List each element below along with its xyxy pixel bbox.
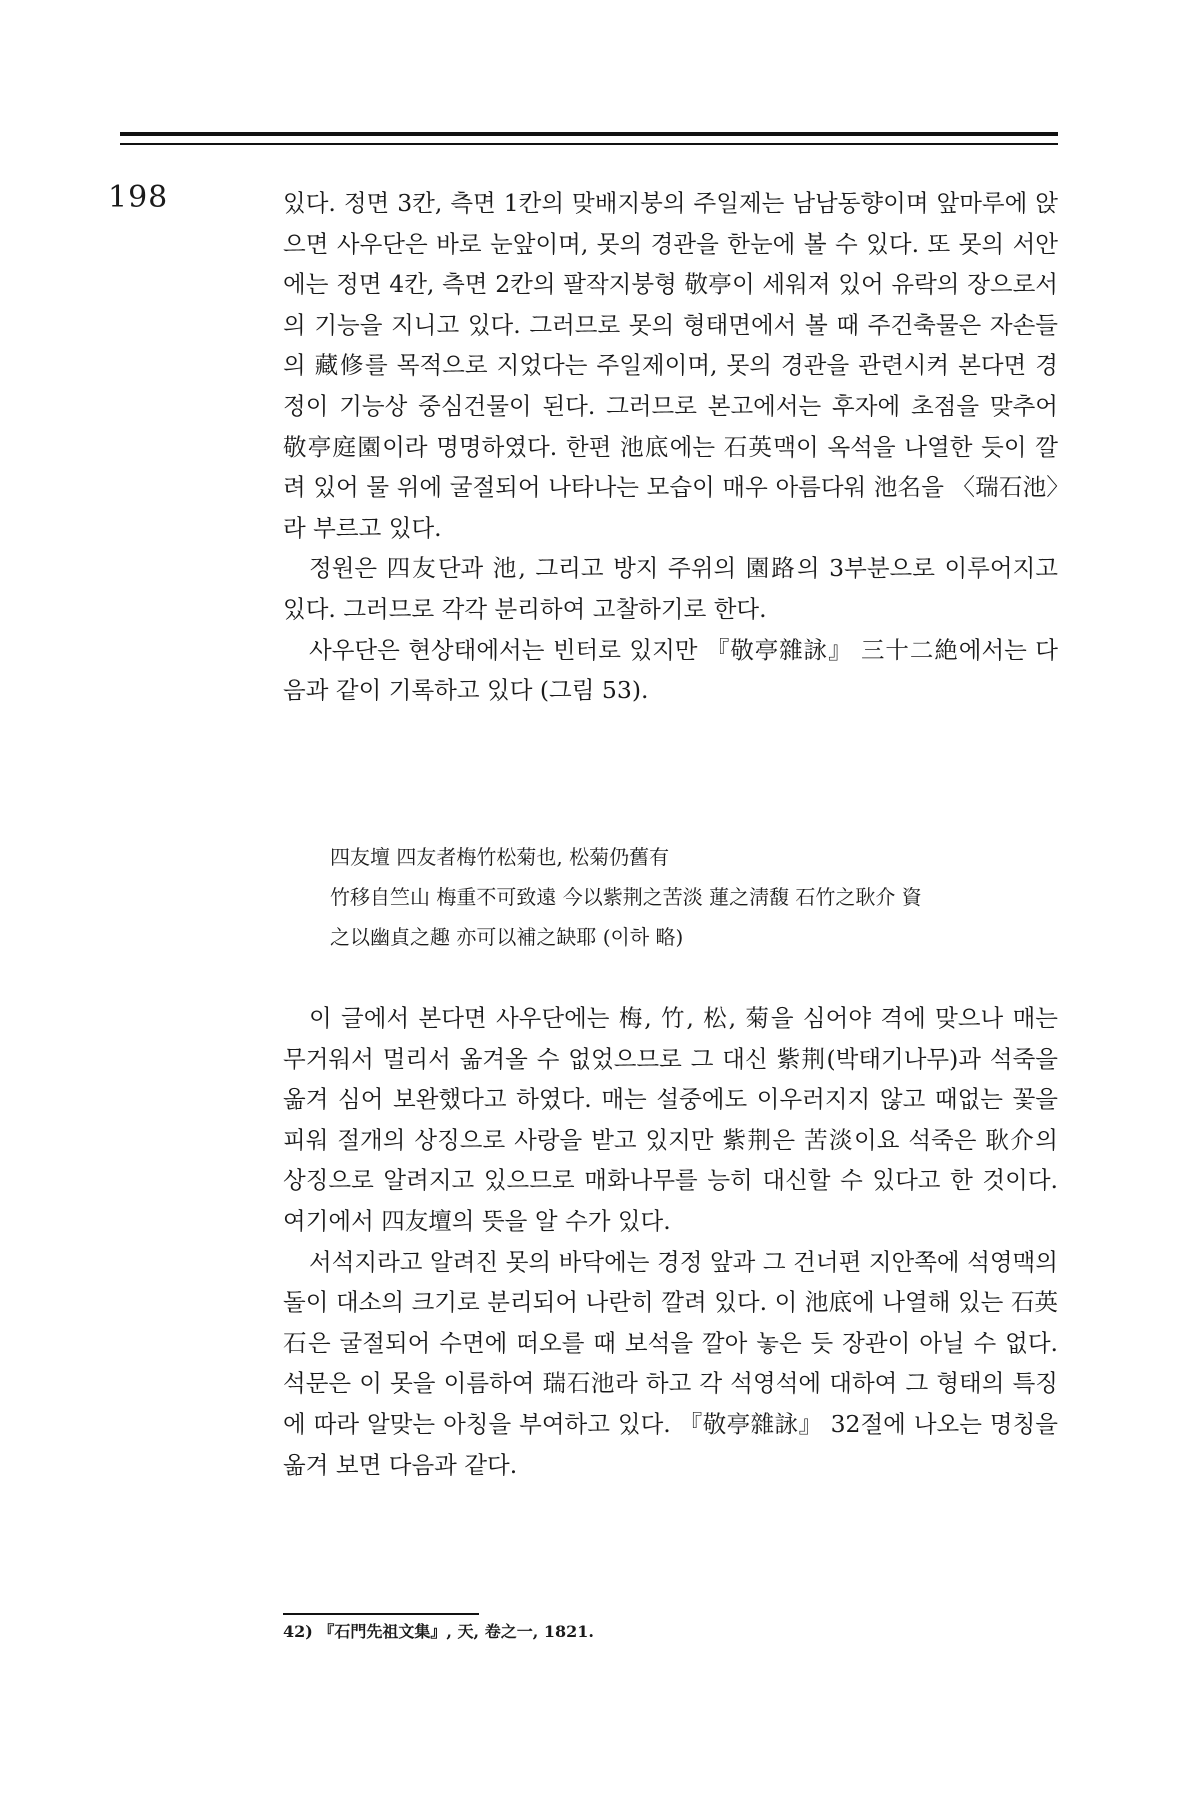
footnote: 42) 『石門先祖文集』, 天, 卷之一, 1821.: [283, 1622, 594, 1641]
quote-line: 四友壇 四友者梅竹松菊也, 松菊仍舊有: [330, 845, 670, 869]
paragraph: 정원은 四友단과 池, 그리고 방지 주위의 園路의 3부분으로 이루어지고 있다. 그러므로 각각 분리하여 고찰하기로 한다.: [283, 554, 1058, 623]
paragraph: 서석지라고 알려진 못의 바닥에는 경정 앞과 그 건너편 지안쪽에 석영맥의 돌이 대소의 크기로 분리되어 나란히 깔려 있다. 이 池底에 나열해 있는 石英石은 굴절되어 수면에 떠오를 때 보석을 깔아 놓은 듯 장관이 아닐 수 없다. 석문은 이 못을 이름하여 瑞石池라 하고 각 석영석에 대하여 그 형태의 특징에 따라 알맞는 아칭을 부여하고 있다. 『敬亭雜詠』 32절에 나오는 명칭을 옮겨 보면 다음과 같다.: [283, 1247, 1058, 1479]
footnote-rule: [283, 1613, 479, 1615]
header-rule: [120, 132, 1058, 145]
quote-line: 竹移自竺山 梅重不可致遠 今以紫荆之苦淡 蓮之淸馥 石竹之耿介 資: [330, 885, 922, 909]
paragraph: 사우단은 현상태에서는 빈터로 있지만 『敬亭雜詠』 三十二絶에서는 다음과 같이 기록하고 있다 (그림 53).: [283, 635, 1058, 705]
page-number: 198: [108, 180, 169, 215]
body-text-bottom: [283, 998, 1058, 1485]
quote-line: 之以幽貞之趣 亦可以補之缺耶 (이하 略): [330, 925, 684, 949]
paragraph: 있다. 정면 3칸, 측면 1칸의 맞배지붕의 주일제는 남남동향이며 앞마루에 앉으면 사우단은 바로 눈앞이며, 못의 경관을 한눈에 볼 수 있다. 또 못의 서안에는 정면 4칸, 측면 2칸의 팔작지붕형 敬亭이 세워져 있어 유락의 장으로서의 기능을 지니고 있다. 그러므로 못의 형태면에서 볼 때 주건축물은 자손들의 藏修를 목적으로 지었다는 주일제이며, 못의 경관을 관련시켜 본다면 경정이 기능상 중심건물이 된다. 그러므로 본고에서는 후자에 초점을 맞추어 敬亭庭園이라 명명하였다. 한편 池底에는 石英맥이 옥석을 나열한 듯이 깔려 있어 물 위에 굴절되어 나타나는 모습이 매우 아름다워 池名을 〈瑞石池〉라 부르고 있다.: [283, 189, 1058, 542]
body-text-top: [283, 183, 1058, 711]
quotation-block: [330, 837, 1060, 957]
paragraph: 이 글에서 본다면 사우단에는 梅, 竹, 松, 菊을 심어야 격에 맞으나 매는 무거워서 멀리서 옮겨올 수 없었으므로 그 대신 紫荆(박태기나무)과 석죽을 옮겨 심어 보완했다고 하였다. 매는 설중에도 이우러지지 않고 때없는 꽃을 피워 절개의 상징으로 사랑을 받고 있지만 紫荆은 苦淡이요 석죽은 耿介의 상징으로 알려지고 있으므로 매화나무를 능히 대신할 수 있다고 한 것이다. 여기에서 四友壇의 뜻을 알 수가 있다.: [283, 1004, 1058, 1235]
